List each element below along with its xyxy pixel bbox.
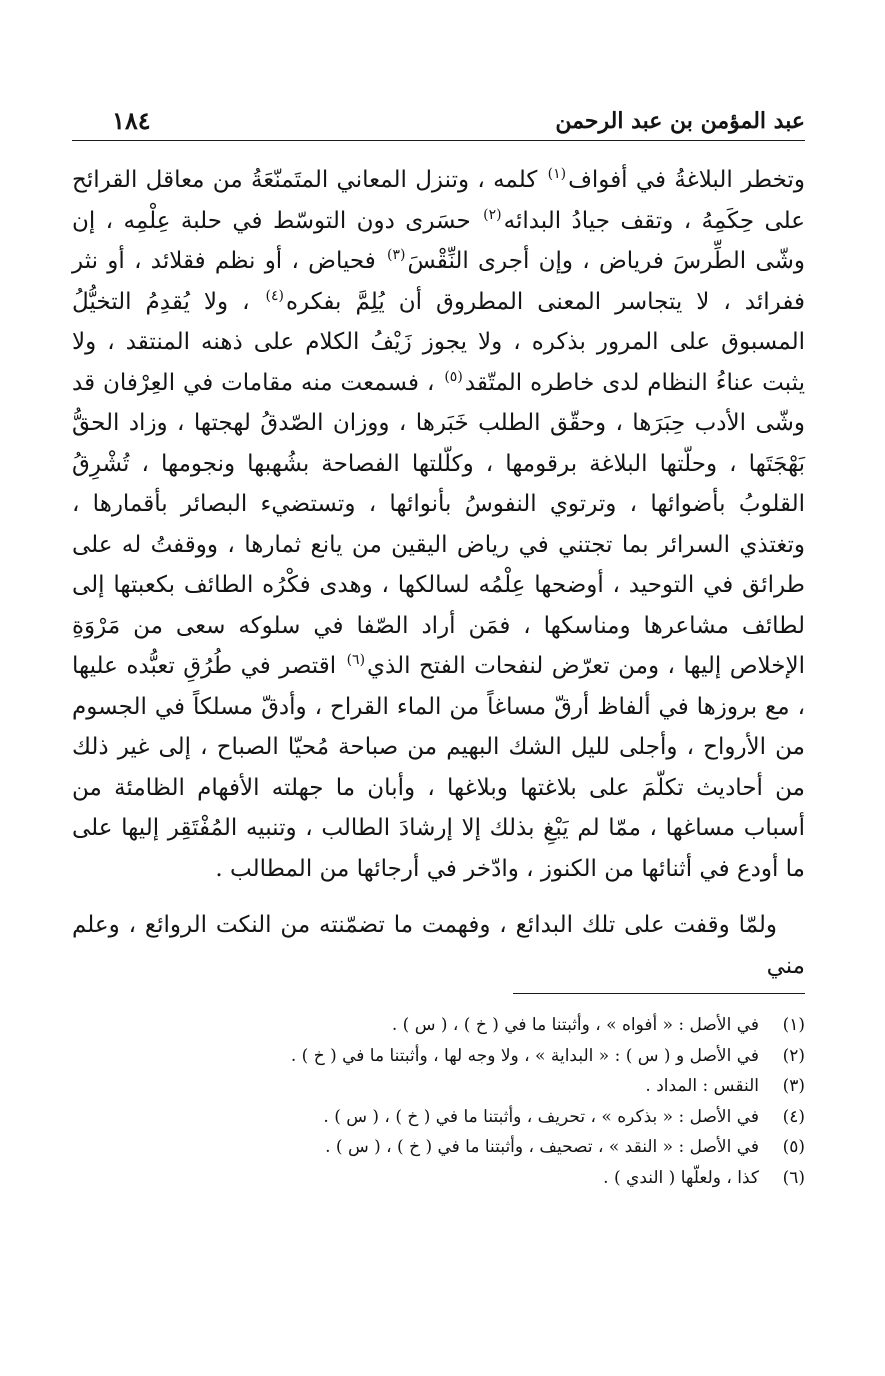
- footnote-text: في الأصل : « أفواه » ، وأثبتنا ما في ( خ ) ، ( س ) .: [391, 1015, 759, 1035]
- text-run: كلمه ، وتنزل المعاني المتَمنّعَةُ من معاقل القرائح على حِكَمِهُ ، وتقف جيادُ البدائه: [72, 167, 805, 234]
- text-run: اقتصر في طُرُقِ تعبُّده عليها ، مع بروزها في ألفاظ أرقّ مساغاً من الماء القراح ، وأدقّ مسلكاً في الجسوم من الأرواح ، وأجلى لليل الشك البهيم من صباحة مُحيّا الصباح ، إلى غير ذلك من أحاديث تكلّمَ على بلاغتها وبلاغها ، وأبان ما جهلته الأفهام الظامئة من أسباب مساغها ، ممّا لم يَبْغِ بذلك إلا إرشادَ الطالب ، وتنبيه المُفْتَقِر إليها على ما أودع في أثنائها من الكنوز ، وادّخر في أرجائها من المطالب .: [72, 653, 805, 882]
- main-text: [72, 160, 805, 986]
- page-header: [72, 104, 805, 141]
- footnote-text: النقس : المداد .: [645, 1076, 759, 1096]
- text-run: فحياض ، أو نظم فقلائد ، أو نثر ففرائد ، لا يتجاسر المعنى المطروق أن يُلِمَّ بفكره: [72, 248, 805, 315]
- footnote-marker[interactable]: (٣): [387, 247, 406, 264]
- footnote-text: كذا ، ولعلّها ( الندي ) .: [603, 1167, 759, 1188]
- footnote-number: (٥): [782, 1137, 805, 1157]
- footnote: [105, 1010, 805, 1041]
- footnote-number: (٤): [782, 1106, 805, 1127]
- footnote-marker[interactable]: (١): [547, 166, 567, 183]
- footnote: [105, 1071, 805, 1102]
- footnote-marker[interactable]: (٤): [265, 287, 284, 304]
- footnotes: [105, 1010, 805, 1193]
- footnote: [105, 1163, 805, 1194]
- footnote: [105, 1041, 805, 1072]
- page-number: ١٨٤: [112, 106, 151, 135]
- footnote-number: (٣): [782, 1076, 805, 1096]
- footnote-number: (٢): [782, 1045, 805, 1066]
- footnote-separator: [513, 993, 805, 994]
- running-title: عبد المؤمن بن عبد الرحمن: [555, 108, 805, 134]
- footnote: [105, 1102, 805, 1133]
- footnote-text: في الأصل : « بذكره » ، تحريف ، وأثبتنا ما في ( خ ) ، ( س ) .: [323, 1106, 759, 1127]
- footnote-text: في الأصل : « النقد » ، تصحيف ، وأثبتنا ما في ( خ ) ، ( س ) .: [325, 1137, 759, 1157]
- text-run: وتخطر البلاغةُ في أفواف: [568, 167, 805, 193]
- footnote-number: (١): [782, 1015, 805, 1035]
- paragraph: ولمّا وقفت على تلك البدائع ، وفهمت ما تضمّنته من النكت الروائع ، وعلم مني: [72, 912, 805, 979]
- footnote-text: في الأصل و ( س ) : « البداية » ، ولا وجه لها ، وأثبتنا ما في ( خ ) .: [290, 1045, 759, 1066]
- footnote: [105, 1132, 805, 1163]
- footnote-marker[interactable]: (٢): [483, 206, 502, 223]
- footnote-number: (٦): [782, 1167, 805, 1188]
- paragraph: [72, 160, 805, 889]
- text-run: ، ولا يُقدِمُ التخيُّلُ المسبوق على المرور بذكره ، ولا يجوز زَيْفُ الكلام على ذهنه المنتقد ، ولا يثبت عناءُ النظام لدى خاطره المتّقد: [72, 288, 805, 396]
- text-run: ، فسمعت منه مقامات في العِرْفان قد وشّى الأدب حِبَرَها ، وحقّق الطلب خَبَرها ، ووزان الصّدقُ لهجتها ، وزاد الحقُّ بَهْجَتَها ، وحلّتها البلاغة برقومها ، وكلّلتها الفصاحة بشُهبها ونجومها ، تُشْرِقُ القلوبُ بأضوائها ، وترتوي النفوسُ بأنوائها ، وتستضيء البصائر بأقمارها ، وتغتذي السرائر بما تجتني في رياض اليقين من يانع ثمارها ، ووقفتُ له على طرائق في التوحيد ، أوضحها عِلْمُه لسالكها ، وهدى فكْرُه الطائف بكعبتها إلى لطائف مشاعرها ومناسكها ، فمَن أراد الصّفا في سلوكه سعى من مَرْوَةِ الإخلاص إليها ، ومن تعرّض لنفحات الفتح الذي: [72, 369, 805, 679]
- text-run: حسَرى دون التوسّط في حلبة عِلْمِه ، إن وشّى الطِّرسَ فرياض ، وإن أجرى النِّقْسَ: [72, 207, 805, 274]
- footnote-marker[interactable]: (٥): [444, 368, 463, 385]
- footnote-marker[interactable]: (٦): [346, 652, 366, 669]
